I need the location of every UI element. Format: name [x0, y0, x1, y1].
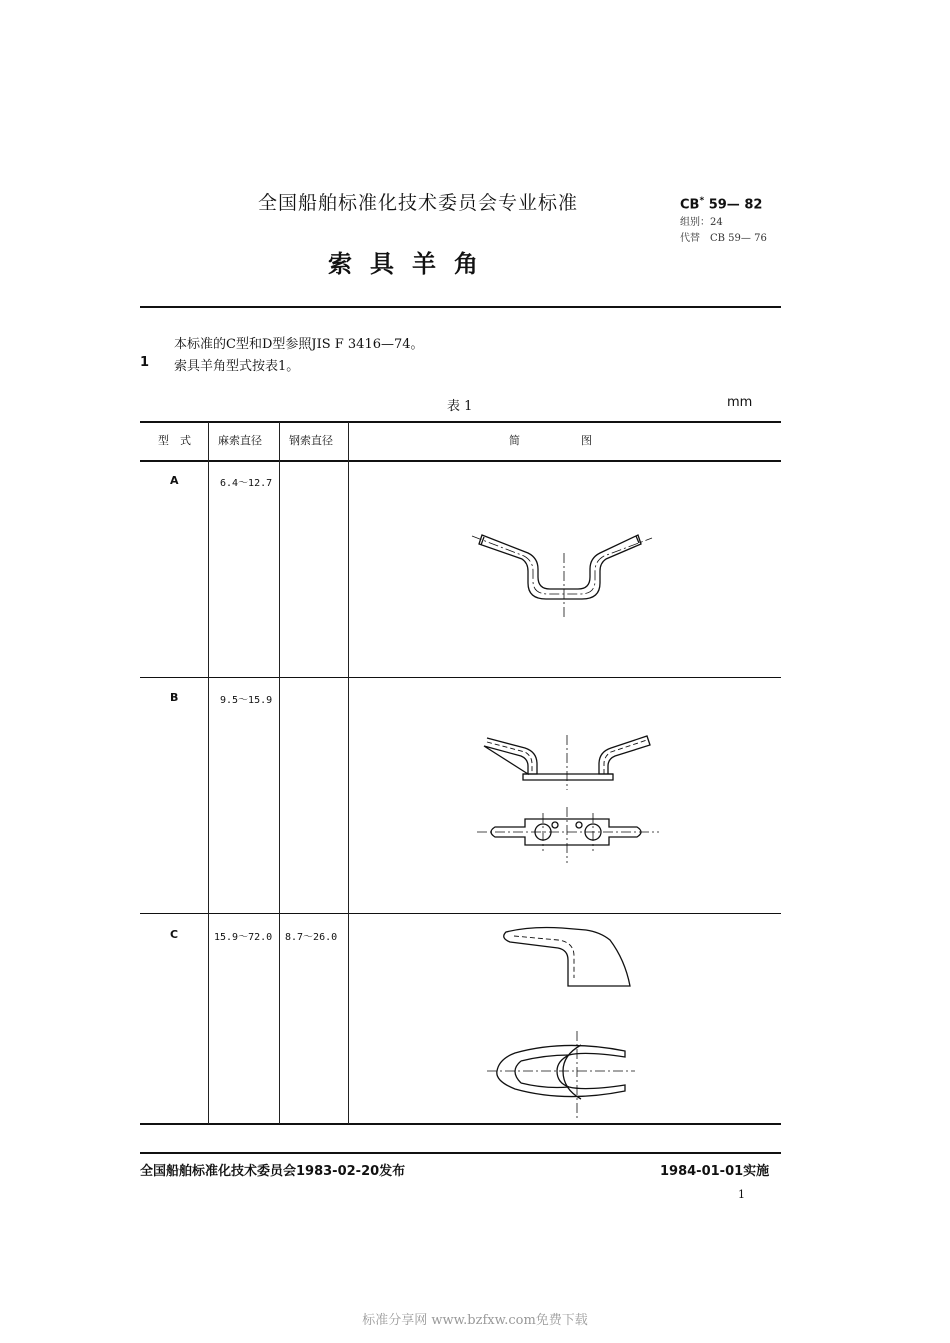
effective-date: 1984-01-01实施 [660, 1164, 770, 1179]
row-b-type: B [170, 691, 179, 704]
header-type: 型 式 [158, 434, 191, 447]
reference-note: 本标准的C型和D型参照JIS F 3416—74。 [174, 337, 424, 352]
row-c-type: C [170, 928, 179, 941]
header-hemp-diameter: 麻索直径 [218, 434, 262, 447]
table-unit: mm [727, 395, 753, 410]
table-top-rule [140, 421, 781, 423]
header-diagram-2: 图 [581, 434, 592, 447]
table-header-rule [140, 460, 781, 462]
footer-rule [140, 1152, 781, 1154]
issued-date: 全国船舶标准化技术委员会1983-02-20发布 [140, 1164, 406, 1179]
type-c-cleat-plan [485, 1025, 645, 1125]
type-b-cleat-plan [475, 805, 665, 865]
type-c-cleat-side [490, 920, 640, 995]
clause-number: 1 [140, 355, 150, 370]
group-label: 组别：24 [680, 217, 723, 228]
table-caption: 表 1 [447, 399, 473, 414]
code-number: 59— 82 [708, 197, 763, 213]
row-divider [140, 913, 781, 914]
watermark: 标准分享网 www.bzfxw.com免费下载 [362, 1313, 588, 1328]
header-rule [140, 306, 781, 308]
clause-text: 索具羊角型式按表1。 [174, 359, 300, 374]
header-diagram-1: 简 [509, 434, 520, 447]
issuing-organization: 全国船舶标准化技术委员会专业标准 [258, 192, 579, 214]
replaces-label: 代替 CB 59— 76 [680, 233, 767, 244]
column-divider [279, 422, 280, 1124]
type-b-cleat-side [475, 730, 665, 790]
table-bottom-rule [140, 1123, 781, 1125]
row-a-type: A [170, 474, 179, 487]
column-divider [348, 422, 349, 1124]
document-title: 索具羊角 [328, 249, 496, 278]
row-a-hemp: 6.4～12.7 [220, 478, 273, 489]
code-prefix: CB [680, 197, 700, 213]
code-sup: * [699, 196, 705, 206]
row-b-hemp: 9.5～15.9 [220, 695, 273, 706]
row-divider [140, 677, 781, 678]
page-number: 1 [738, 1188, 745, 1201]
header-steel-diameter: 钢索直径 [289, 434, 333, 447]
column-divider [208, 422, 209, 1124]
standard-code [680, 196, 762, 212]
row-c-hemp: 15.9～72.0 [214, 932, 273, 943]
type-a-cleat-drawing [470, 525, 660, 620]
row-c-steel: 8.7～26.0 [285, 932, 338, 943]
